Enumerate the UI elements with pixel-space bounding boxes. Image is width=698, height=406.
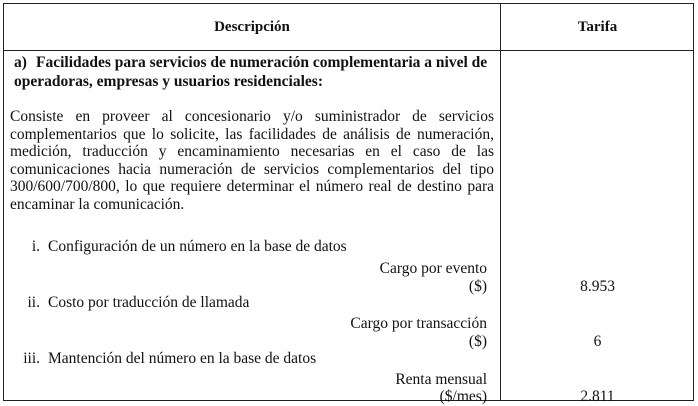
header-description: Descripción [214,18,290,35]
header-divider [4,50,693,51]
item-value: 6 [593,333,602,350]
item-label: Configuración de un número en la base de datos [48,238,347,255]
item-value: 8.953 [580,278,615,295]
header-tariff: Tarifa [577,18,618,35]
item-charge-type: Cargo por evento [379,260,487,277]
item-value: 2.811 [580,388,615,405]
item-label-row [14,350,316,368]
item-numeral: ii. [27,294,40,311]
item-charge-type: Renta mensual [395,371,487,388]
item-numeral: i. [31,238,40,255]
item-unit: ($/mes) [439,388,487,405]
tariff-table [3,3,694,405]
section-letter: a) [14,54,27,71]
item-unit: ($) [468,278,487,295]
section-paragraph: Consiste en proveer al concesionario y/o suministrador de servicios complementarios que lo solicite, las facilidades de análisis de numeración, medición, traducción y encaminamiento necesarias en el caso de las comunicaciones hacia numeración de servicios complementarios del tipo 300/600/700/800, lo que requiere determinar el número real de destino para encaminar la comunicación. [10,108,494,213]
item-numeral: iii. [23,350,40,367]
item-label-row [14,294,249,312]
item-label-row [14,238,347,256]
section-title-text: Facilidades para servicios de numeración complementaria a nivel de operadoras, empresas y usuarios residenciales: [14,54,488,90]
item-label: Costo por traducción de llamada [48,294,250,311]
item-unit: ($) [468,333,487,350]
item-charge-type: Cargo por transacción [350,315,487,332]
item-label: Mantención del número en la base de datos [48,350,317,367]
section-title [14,53,494,91]
